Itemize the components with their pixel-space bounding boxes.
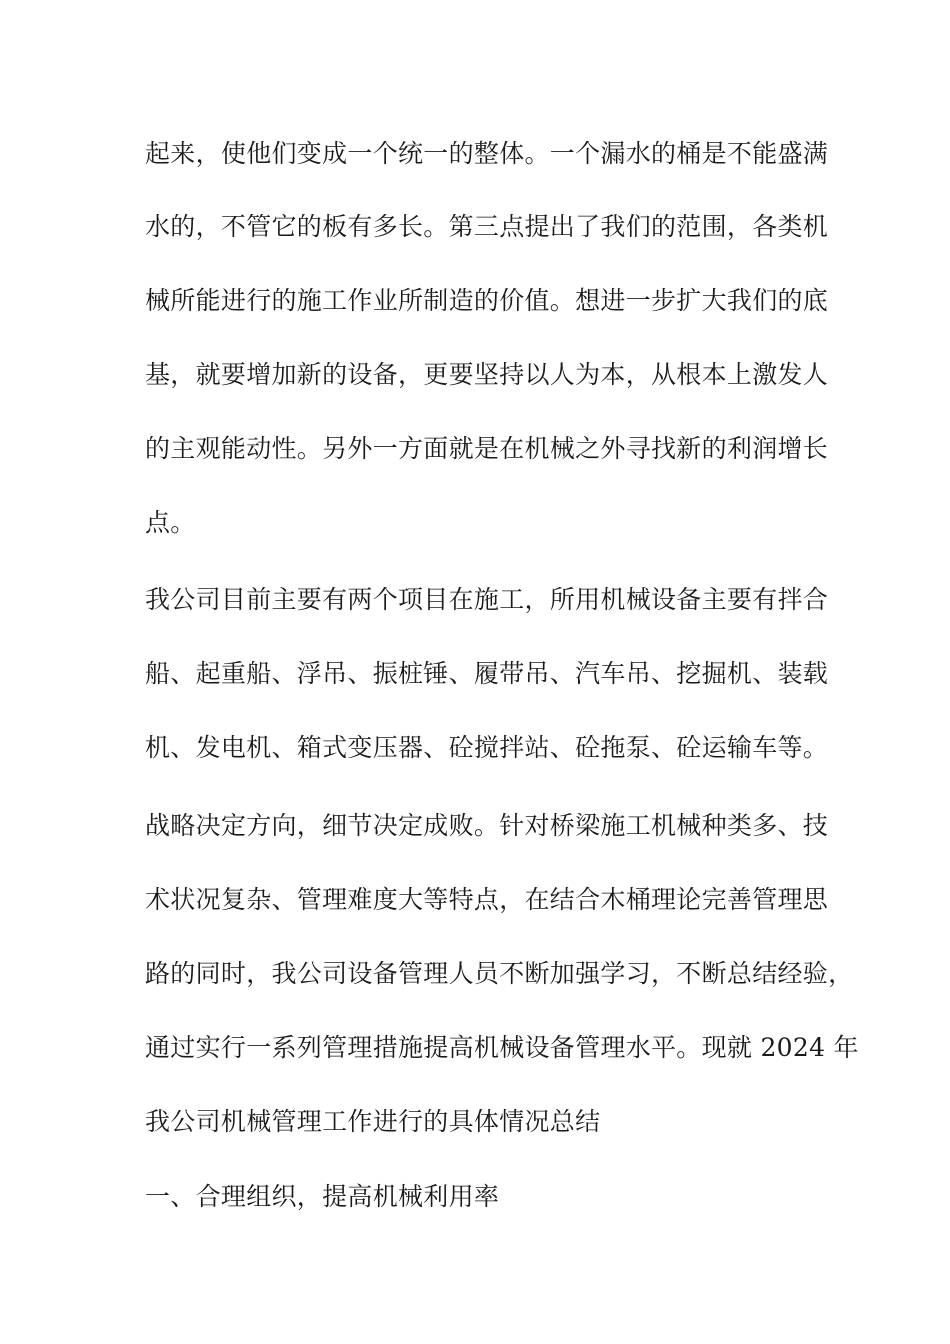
text-line: 术状况复杂、管理难度大等特点，在结合木桶理论完善管理思 xyxy=(145,885,829,914)
text-line: 我公司目前主要有两个项目在施工，所用机械设备主要有拌合 xyxy=(145,585,829,614)
text-line: 械所能进行的施工作业所制造的价值。想进一步扩大我们的底 xyxy=(145,286,829,315)
text-line: 水的，不管它的板有多长。第三点提出了我们的范围，各类机 xyxy=(145,212,829,241)
text-line: 点。 xyxy=(145,508,196,537)
text-line: 的主观能动性。另外一方面就是在机械之外寻找新的利润增长 xyxy=(145,434,829,463)
text-line: 机、发电机、箱式变压器、砼搅拌站、砼拖泵、砼运输车等。 xyxy=(145,733,829,762)
text-line: 船、起重船、浮吊、振桩锤、履带吊、汽车吊、挖掘机、装载 xyxy=(145,659,829,688)
text-line: 战略决定方向，细节决定成败。针对桥梁施工机械种类多、技 xyxy=(145,811,829,840)
text-line: 基，就要增加新的设备，更要坚持以人为本，从根本上激发人 xyxy=(145,360,829,389)
section-heading: 一、合理组织，提高机械利用率 xyxy=(145,1182,500,1211)
text-line: 通过实行一系列管理措施提高机械设备管理水平。现就 2024 年 xyxy=(145,1033,859,1062)
text-line: 我公司机械管理工作进行的具体情况总结 xyxy=(145,1107,601,1136)
text-line: 路的同时，我公司设备管理人员不断加强学习，不断总结经验， xyxy=(145,959,854,988)
text-line: 起来，使他们变成一个统一的整体。一个漏水的桶是不能盛满 xyxy=(145,139,829,168)
